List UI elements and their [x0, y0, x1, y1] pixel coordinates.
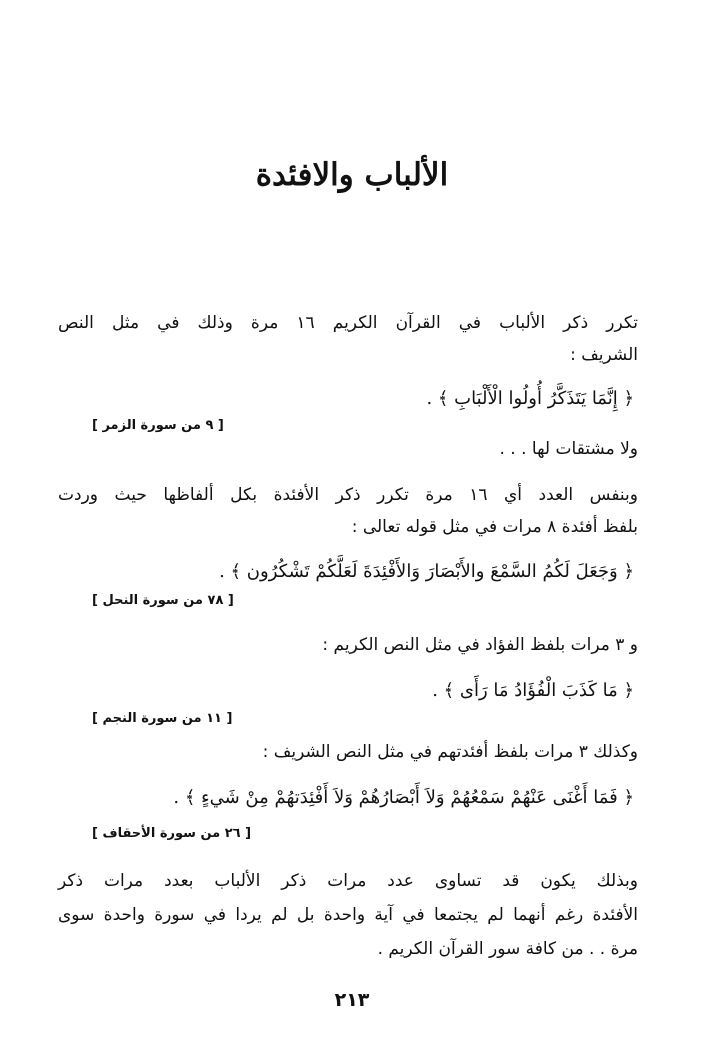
quran-verse-4: ﴿ فَمَا أَغْنَى عَنْهُمْ سَمْعُهُمْ وَلاَ أَبْصَارُهُمْ وَلاَ أَفْئِدَتهُمْ مِنْ شَيءٍ ﴾ . [173, 787, 634, 808]
paragraph-4: وكذلك ٣ مرات بلفظ أفئدتهم في مثل النص الشريف : [262, 742, 638, 762]
verse-1-reference: [ ٩ من سورة الزمر ] [92, 418, 224, 433]
quran-verse-3: ﴿ مَا كَذَبَ الْفُؤَادُ مَا رَأَى ﴾ . [432, 680, 634, 701]
paragraph-5-line-1: وبذلك يكون قد تساوى عدد مرات ذكر الألباب بعدد مرات ذكر [58, 871, 638, 891]
paragraph-1-line-2: الشريف : [570, 345, 638, 365]
paragraph-1-line-1: تكرر ذكر الألباب في القرآن الكريم ١٦ مرة وذلك في مثل النص [58, 313, 638, 333]
paragraph-5-line-2: الأفئدة رغم أنهما لم يجتمعا في آية واحدة بل لم يردا في سورة واحدة سوى [58, 905, 638, 925]
quran-verse-2: ﴿ وَجَعَلَ لَكُمُ السَّمْعَ والأَبْصَارَ وَالأَفْئِدَةَ لَعَلَّكُمْ تَشْكُرُون ﴾ . [219, 561, 634, 582]
page-number: ٢١٣ [334, 989, 370, 1011]
quran-verse-1: ﴿ إِنَّمَا يَتَذَكَّرُ أُولُوا الْأَلْبَابِ ﴾ . [426, 388, 634, 409]
verse-3-reference: [ ١١ من سورة النجم ] [92, 711, 233, 726]
verse-2-reference: [ ٧٨ من سورة النحل ] [92, 593, 234, 608]
derivatives-line: ولا مشتقات لها . . . [499, 439, 638, 459]
paragraph-2-line-2: بلفظ أفئدة ٨ مرات في مثل قوله تعالى : [351, 517, 638, 537]
chapter-title: الألباب والافئدة [255, 157, 449, 193]
paragraph-3: و ٣ مرات بلفظ الفؤاد في مثل النص الكريم : [322, 635, 638, 655]
paragraph-2-line-1: وبنفس العدد أي ١٦ مرة تكرر ذكر الأفئدة بكل ألفاظها حيث وردت [58, 485, 638, 505]
paragraph-5-line-3: مرة . . من كافة سور القرآن الكريم . [377, 939, 638, 959]
verse-4-reference: [ ٢٦ من سورة الأحقاف ] [92, 826, 252, 841]
